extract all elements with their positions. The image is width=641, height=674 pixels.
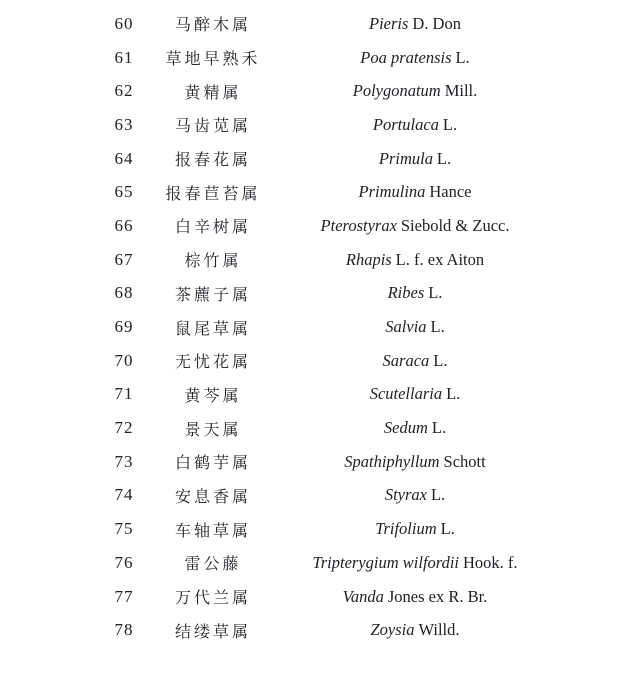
table-row [0, 74, 641, 108]
latin-name [273, 485, 557, 505]
chinese-genus-name: 景天属 [184, 421, 242, 439]
chinese-genus-name: 白鹤芋属 [174, 455, 251, 473]
latin-name [273, 250, 557, 270]
row-number: 72 [114, 418, 134, 438]
latin-author: Jones ex R. Br. [387, 586, 488, 606]
table-row [0, 580, 641, 614]
latin-genus-italic: Vanda [342, 586, 384, 606]
latin-genus-italic: Rhapis [345, 249, 392, 269]
latin-genus-italic: Salvia [385, 317, 427, 337]
latin-name [273, 587, 557, 607]
table-row [0, 108, 641, 142]
latin-genus-italic: Zoysia [370, 620, 415, 640]
chinese-genus-name: 棕竹属 [184, 253, 242, 271]
latin-author: L. [433, 350, 448, 370]
latin-author: Schott [443, 451, 486, 471]
table-row [0, 7, 641, 41]
row-number: 70 [114, 350, 134, 370]
latin-name [273, 216, 557, 236]
latin-name [273, 553, 557, 573]
table-row [0, 411, 641, 445]
latin-genus-italic: Tripterygium wilfordii [312, 552, 460, 572]
row-number: 63 [114, 114, 134, 134]
table-row [0, 310, 641, 344]
chinese-genus-name: 白辛树属 [174, 219, 251, 237]
chinese-genus-name: 无忧花属 [174, 354, 251, 372]
latin-name [273, 81, 557, 101]
genus-table [0, 7, 641, 647]
latin-genus-italic: Poa pratensis [360, 47, 452, 67]
table-row [0, 41, 641, 75]
latin-name [273, 519, 557, 539]
latin-author: L. [428, 283, 443, 303]
row-number: 61 [114, 47, 134, 67]
latin-name [273, 14, 557, 34]
chinese-genus-name: 马齿苋属 [174, 118, 251, 136]
latin-name [273, 452, 557, 472]
chinese-genus-name: 黄精属 [184, 84, 242, 102]
latin-name [273, 317, 557, 337]
table-row [0, 175, 641, 209]
chinese-genus-name: 安息香属 [174, 488, 251, 506]
latin-genus-italic: Pterostyrax [320, 215, 397, 235]
table-row [0, 378, 641, 412]
latin-author: D. Don [412, 13, 461, 33]
row-number: 78 [114, 620, 134, 640]
latin-name [273, 182, 557, 202]
row-number: 75 [114, 519, 134, 539]
chinese-genus-name: 报春苣苔属 [165, 185, 261, 203]
latin-author: Willd. [418, 620, 460, 640]
latin-name [273, 48, 557, 68]
latin-name [273, 283, 557, 303]
latin-author: L. [455, 47, 470, 67]
latin-author: L. [430, 317, 445, 337]
latin-name [273, 620, 557, 640]
row-number: 68 [114, 283, 134, 303]
latin-genus-italic: Sedum [383, 418, 428, 438]
latin-author: Hook. f. [462, 552, 518, 572]
latin-author: L. f. ex Aiton [395, 249, 485, 269]
latin-author: L. [442, 114, 458, 134]
latin-genus-italic: Primulina [358, 182, 426, 202]
table-row [0, 546, 641, 580]
latin-genus-italic: Spathiphyllum [344, 451, 440, 471]
latin-author: L. [446, 384, 461, 404]
latin-author: Siebold & Zucc. [400, 215, 510, 235]
row-number: 64 [114, 148, 134, 168]
table-row [0, 209, 641, 243]
latin-genus-italic: Saraca [382, 350, 430, 370]
latin-genus-italic: Ribes [387, 283, 425, 303]
latin-author: L. [431, 418, 447, 438]
latin-genus-italic: Scutellaria [369, 384, 443, 404]
row-number: 71 [114, 384, 134, 404]
row-number: 67 [114, 249, 134, 269]
chinese-genus-name: 雷公藤 [184, 556, 242, 574]
table-row [0, 344, 641, 378]
chinese-genus-name: 万代兰属 [174, 590, 251, 608]
table-row [0, 445, 641, 479]
latin-author: L. [440, 519, 455, 539]
table-row [0, 243, 641, 277]
chinese-genus-name: 草地早熟禾 [165, 51, 261, 69]
chinese-genus-name: 茶藨子属 [174, 286, 251, 304]
latin-author: L. [436, 148, 452, 168]
row-number: 60 [114, 13, 134, 33]
latin-author: Hance [429, 182, 472, 202]
latin-genus-italic: Pieris [369, 13, 409, 33]
row-number: 62 [114, 81, 134, 101]
chinese-genus-name: 结缕草属 [174, 623, 251, 641]
row-number: 65 [114, 182, 134, 202]
row-number: 73 [114, 451, 134, 471]
latin-name [273, 384, 557, 404]
latin-genus-italic: Polygonatum [352, 81, 441, 101]
row-number: 69 [114, 317, 134, 337]
table-row [0, 277, 641, 311]
chinese-genus-name: 报春花属 [174, 152, 251, 170]
latin-author: Mill. [444, 81, 478, 101]
table-row [0, 512, 641, 546]
latin-genus-italic: Styrax [384, 485, 427, 505]
chinese-genus-name: 黄芩属 [184, 387, 242, 405]
latin-name [273, 418, 557, 438]
latin-name [273, 351, 557, 371]
latin-name [273, 149, 557, 169]
latin-name [273, 115, 557, 135]
latin-genus-italic: Primula [378, 148, 433, 168]
latin-genus-italic: Trifolium [375, 519, 437, 539]
table-row [0, 479, 641, 513]
table-row [0, 613, 641, 647]
chinese-genus-name: 车轴草属 [174, 522, 251, 540]
row-number: 77 [114, 586, 134, 606]
row-number: 76 [114, 552, 134, 572]
table-row [0, 142, 641, 176]
chinese-genus-name: 马醉木属 [174, 17, 251, 35]
row-number: 66 [114, 215, 134, 235]
latin-author: L. [430, 485, 446, 505]
chinese-genus-name: 鼠尾草属 [174, 320, 251, 338]
row-number: 74 [114, 485, 134, 505]
latin-genus-italic: Portulaca [372, 114, 439, 134]
